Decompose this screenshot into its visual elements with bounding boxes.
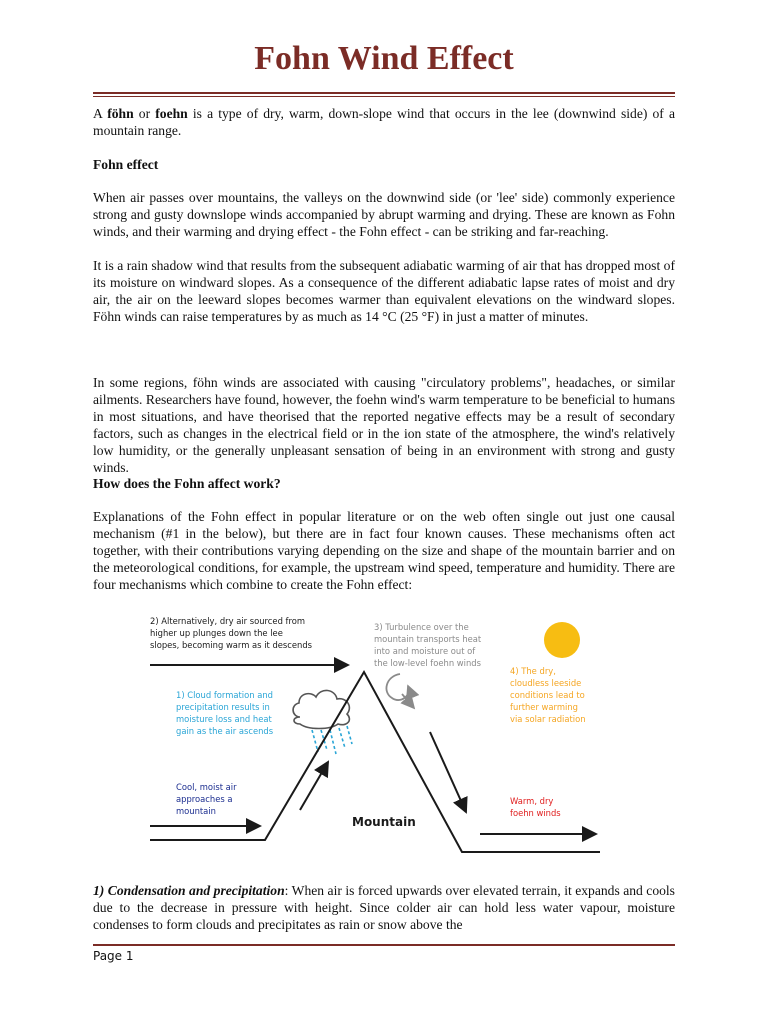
mountain-label: Mountain	[352, 815, 416, 829]
label1-line4: gain as the air ascends	[176, 726, 274, 736]
document-title: Fohn Wind Effect	[254, 40, 514, 77]
label-cool-line3: mountain	[176, 806, 216, 816]
sun-icon	[544, 622, 580, 658]
label1-line2: precipitation results in	[176, 702, 270, 712]
label2-line3: slopes, becoming warm as it descends	[150, 640, 313, 650]
footer-rule	[93, 944, 675, 946]
fohn-diagram	[150, 612, 600, 862]
label3-line4: the low-level foehn winds	[374, 658, 481, 668]
label-cool-line2: approaches a	[176, 794, 233, 804]
paragraph-3: In some regions, föhn winds are associated with causing "circulatory problems", headaches, or similar ailments. Researchers have found, however, the foehn wind's warm temperature to be beneficial to humans in most situations, and have theorised that the reported negative effects may be a result of secondary factors, such as changes in the electrical field or in the ion state of the atmosphere, the wind's relatively low humidity, or the generally unpleasant sensation of being in an environment with strong and gusty winds.	[93, 375, 675, 475]
label1-line3: moisture loss and heat	[176, 714, 272, 724]
label2-line2: higher up plunges down the lee	[150, 628, 283, 638]
label-cool-line1: Cool, moist air	[176, 782, 237, 792]
label1-line1: 1) Cloud formation and	[176, 690, 273, 700]
turbulence-swirl-icon	[386, 674, 408, 700]
descending-air-arrow	[430, 732, 466, 812]
label4-line3: conditions lead to	[510, 690, 585, 700]
label3-line2: mountain transports heat	[374, 634, 482, 644]
label3-line1: 3) Turbulence over the	[374, 622, 469, 632]
section-1-heading: 1) Condensation and precipitation	[93, 883, 285, 898]
ascending-air-arrow	[300, 762, 328, 810]
intro-paragraph: A föhn or foehn is a type of dry, warm, down-slope wind that occurs in the lee (downwind side) of a mountain range.	[93, 106, 675, 138]
label4-line2: cloudless leeside	[510, 678, 582, 688]
title-rule-thin	[93, 96, 675, 97]
turbulence-arrow	[402, 694, 414, 708]
term-foehn: foehn	[155, 106, 188, 121]
label-warm-line2: foehn winds	[510, 808, 561, 818]
label4-line1: 4) The dry,	[510, 666, 556, 676]
label4-line5: via solar radiation	[510, 714, 586, 724]
label3-line3: into and moisture out of	[374, 646, 476, 656]
paragraph-2: It is a rain shadow wind that results from the subsequent adiabatic warming of air that has dropped most of its moisture on windward slopes. As a consequence of the different adiabatic lapse rates of moist and dry air, the air on the leeward slopes becomes warmer than equivalent elevations on the windward slopes. Föhn winds can raise temperatures by as much as 14 °C (25 °F) in just a matter of minutes.	[93, 258, 675, 324]
paragraph-1: When air passes over mountains, the valleys on the downwind side (or 'lee' side) commonly experience strong and gusty downslope winds accompanied by abrupt warming and drying. These are known as Fohn winds, and their warming and drying effect - the Fohn effect - can be striking and far-reaching.	[93, 190, 675, 239]
page-number: Page 1	[93, 949, 134, 963]
heading-fohn-effect: Fohn effect	[93, 157, 159, 172]
paragraph-4: Explanations of the Fohn effect in popular literature or on the web often single out just one causal mechanism (#1 in the below), but there are in fact four known causes. These mechanisms often act together, with their contributions varying depending on the size and shape of the mountain barrier and on the meteorological conditions, for example, the upstream wind speed, temperature and humidity. There are four mechanisms which combine to create the Fohn effect:	[93, 509, 675, 592]
term-fohn: föhn	[107, 106, 134, 121]
section-1-paragraph: 1) Condensation and precipitation: When air is forced upwards over elevated terrain, it expands and cools due to the decrease in pressure with height. Since colder air can hold less water vapour, moisture condenses to form clouds and precipitates as rain or snow above the	[93, 883, 675, 932]
label4-line4: further warming	[510, 702, 578, 712]
label-warm-line1: Warm, dry	[510, 796, 554, 806]
title-rule	[93, 92, 675, 94]
label2-line1: 2) Alternatively, dry air sourced from	[150, 616, 306, 626]
heading-how-fohn-works: How does the Fohn affect work?	[93, 476, 281, 491]
